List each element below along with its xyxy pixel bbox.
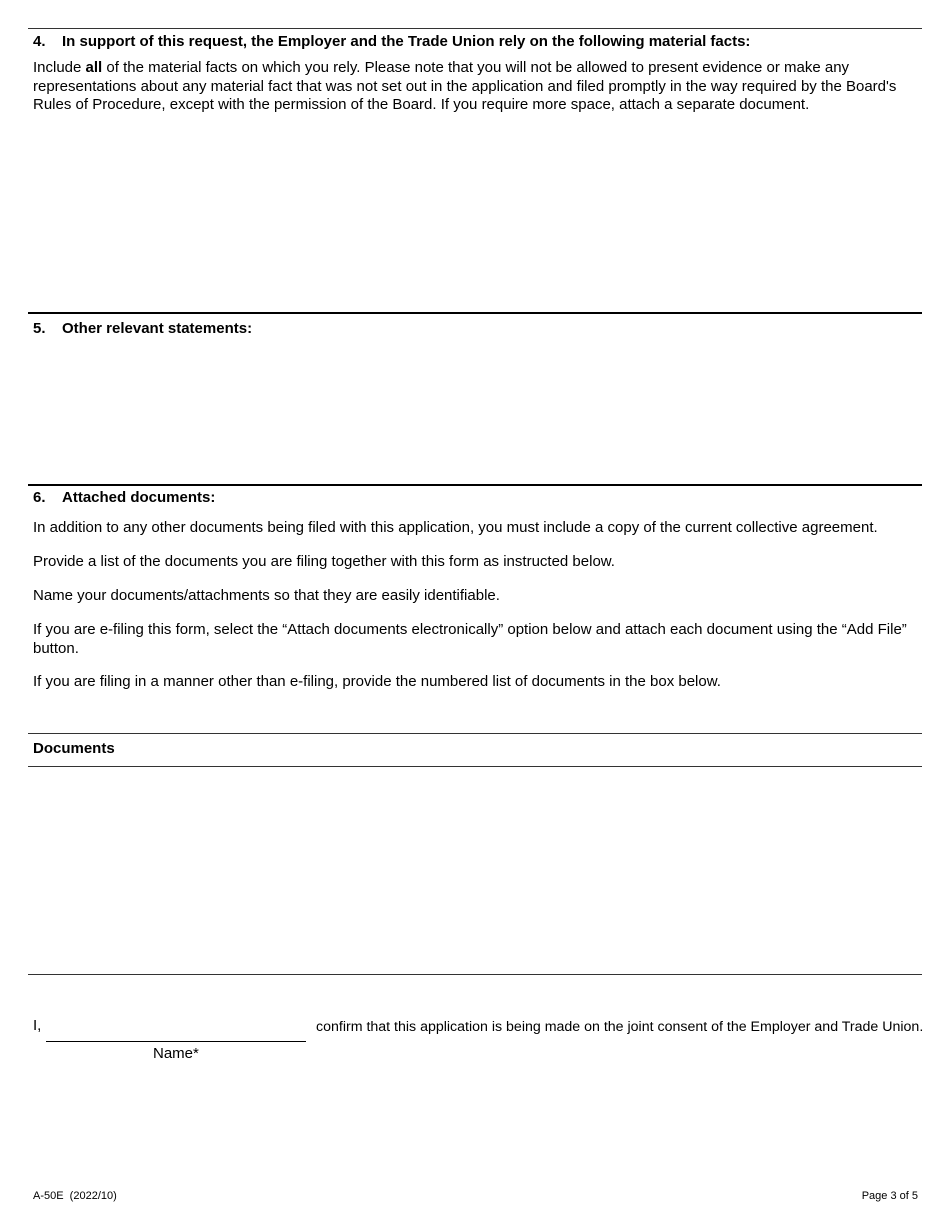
form-code: A-50E (2022/10) [33, 1190, 117, 1202]
documents-header-rule [28, 766, 922, 767]
documents-top-rule [28, 733, 922, 734]
section-6-heading [33, 489, 215, 507]
section-5-heading [33, 320, 252, 338]
other-statements-text-area[interactable] [28, 344, 922, 482]
section-5-top-rule [28, 312, 922, 314]
name-input[interactable] [46, 1003, 306, 1042]
section-6-title: Attached documents: [62, 489, 216, 506]
section-4-title: In support of this request, the Employer and the Trade Union rely on the following material facts: [62, 33, 751, 50]
section-6-paragraph: Name your documents/attachments so that they are easily identifiable. [33, 587, 500, 604]
section-6-paragraph: If you are e-filing this form, select the “Attach documents electronically” option below and attach each document using the “Add File” button. [33, 621, 907, 657]
section-6-paragraph: Provide a list of the documents you are filing together with this form as instructed below. [33, 553, 615, 570]
confirmation-statement: confirm that this application is being made on the joint consent of the Employer and Trade Union. [316, 1019, 924, 1035]
section-6-top-rule [28, 484, 922, 486]
section-5-number: 5. [33, 320, 46, 337]
confirmation-prefix: I, [33, 1017, 42, 1034]
section-4-number: 4. [33, 33, 46, 50]
name-field-label: Name* [153, 1045, 199, 1062]
section-4-heading [33, 33, 750, 51]
section-4-intro-start: Include [33, 59, 86, 76]
section-6-paragraph: In addition to any other documents being filed with this application, you must include a copy of the current collective agreement. [33, 519, 878, 536]
material-facts-text-area[interactable] [28, 118, 922, 310]
section-4-instructions [33, 59, 917, 115]
documents-label: Documents [33, 740, 115, 757]
section-4-intro-emphasis: all [85, 59, 103, 76]
section-5-title: Other relevant statements: [62, 320, 253, 337]
section-6-paragraph: If you are filing in a manner other than e-filing, provide the numbered list of documents in the box below. [33, 673, 721, 690]
documents-list-text-area[interactable] [28, 768, 922, 973]
page-number: Page 3 of 5 [861, 1190, 918, 1202]
section-6-number: 6. [33, 489, 46, 506]
section-4-top-rule [28, 28, 922, 29]
section-4-intro-rest: of the material facts on which you rely. Please note that you will not be allowed to present evidence or make any representations about any material fact that was not set out in the application and filed promptly in the way required by the Board's Rules of Procedure, except with the permission of the Board. If you require more space, attach a separate document. [33, 59, 897, 113]
documents-bottom-rule [28, 974, 922, 975]
